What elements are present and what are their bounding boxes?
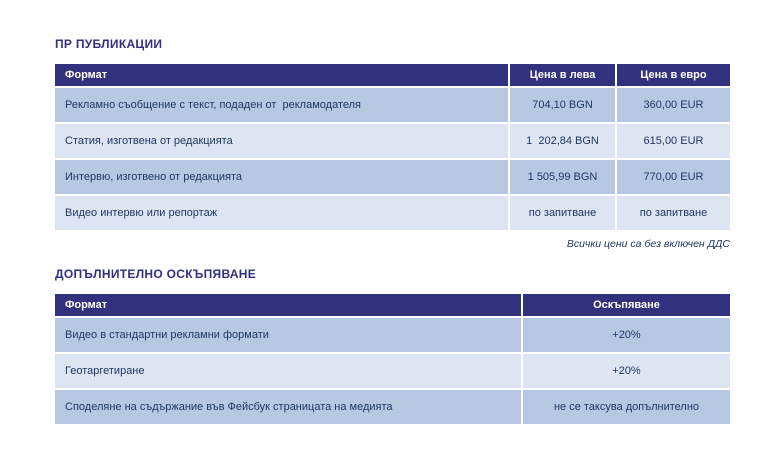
- pr-publications-table: [55, 64, 730, 232]
- pr-publications-title: ПР ПУБЛИКАЦИИ: [55, 37, 163, 51]
- table-row: [55, 88, 730, 124]
- price-bgn-cell: 704,10 BGN: [510, 88, 617, 124]
- price-eur-cell: 360,00 EUR: [617, 88, 730, 124]
- price-eur-cell: 770,00 EUR: [617, 160, 730, 196]
- surcharge-cell: не се таксува допълнително: [523, 390, 730, 426]
- table-row: [55, 160, 730, 196]
- price-eur-cell: по запитване: [617, 196, 730, 232]
- table-row: [55, 318, 730, 354]
- table-row: [55, 354, 730, 390]
- format-cell: Геотаргетиране: [55, 354, 523, 390]
- format-cell: Рекламно съобщение с текст, подаден от рекламодателя: [55, 88, 510, 124]
- vat-exclusion-note: Всички цени са без включен ДДС: [566, 238, 730, 250]
- additional-surcharge-title: ДОПЪЛНИТЕЛНО ОСКЪПЯВАНЕ: [55, 267, 257, 281]
- price-bgn-cell: 1 505,99 BGN: [510, 160, 617, 196]
- format-cell: Интервю, изготвено от редакцията: [55, 160, 510, 196]
- table-row: [55, 196, 730, 232]
- column-header-format: Формат: [55, 64, 510, 88]
- table-row: [55, 124, 730, 160]
- surcharge-cell: +20%: [523, 354, 730, 390]
- format-cell: Споделяне на съдържание във Фейсбук страницата на медията: [55, 390, 523, 426]
- surcharge-table-header-row: [55, 294, 730, 318]
- format-cell: Видео в стандартни рекламни формати: [55, 318, 523, 354]
- column-header-price-bgn: Цена в лева: [510, 64, 617, 88]
- format-cell: Видео интервю или репортаж: [55, 196, 510, 232]
- format-cell: Статия, изготвена от редакцията: [55, 124, 510, 160]
- table-row: [55, 390, 730, 426]
- column-header-price-eur: Цена в евро: [617, 64, 730, 88]
- price-bgn-cell: 1 202,84 BGN: [510, 124, 617, 160]
- surcharge-cell: +20%: [523, 318, 730, 354]
- column-header-format: Формат: [55, 294, 523, 318]
- additional-surcharge-table: [55, 294, 730, 426]
- price-bgn-cell: по запитване: [510, 196, 617, 232]
- pr-table-header-row: [55, 64, 730, 88]
- column-header-surcharge: Оскъпяване: [523, 294, 730, 318]
- price-eur-cell: 615,00 EUR: [617, 124, 730, 160]
